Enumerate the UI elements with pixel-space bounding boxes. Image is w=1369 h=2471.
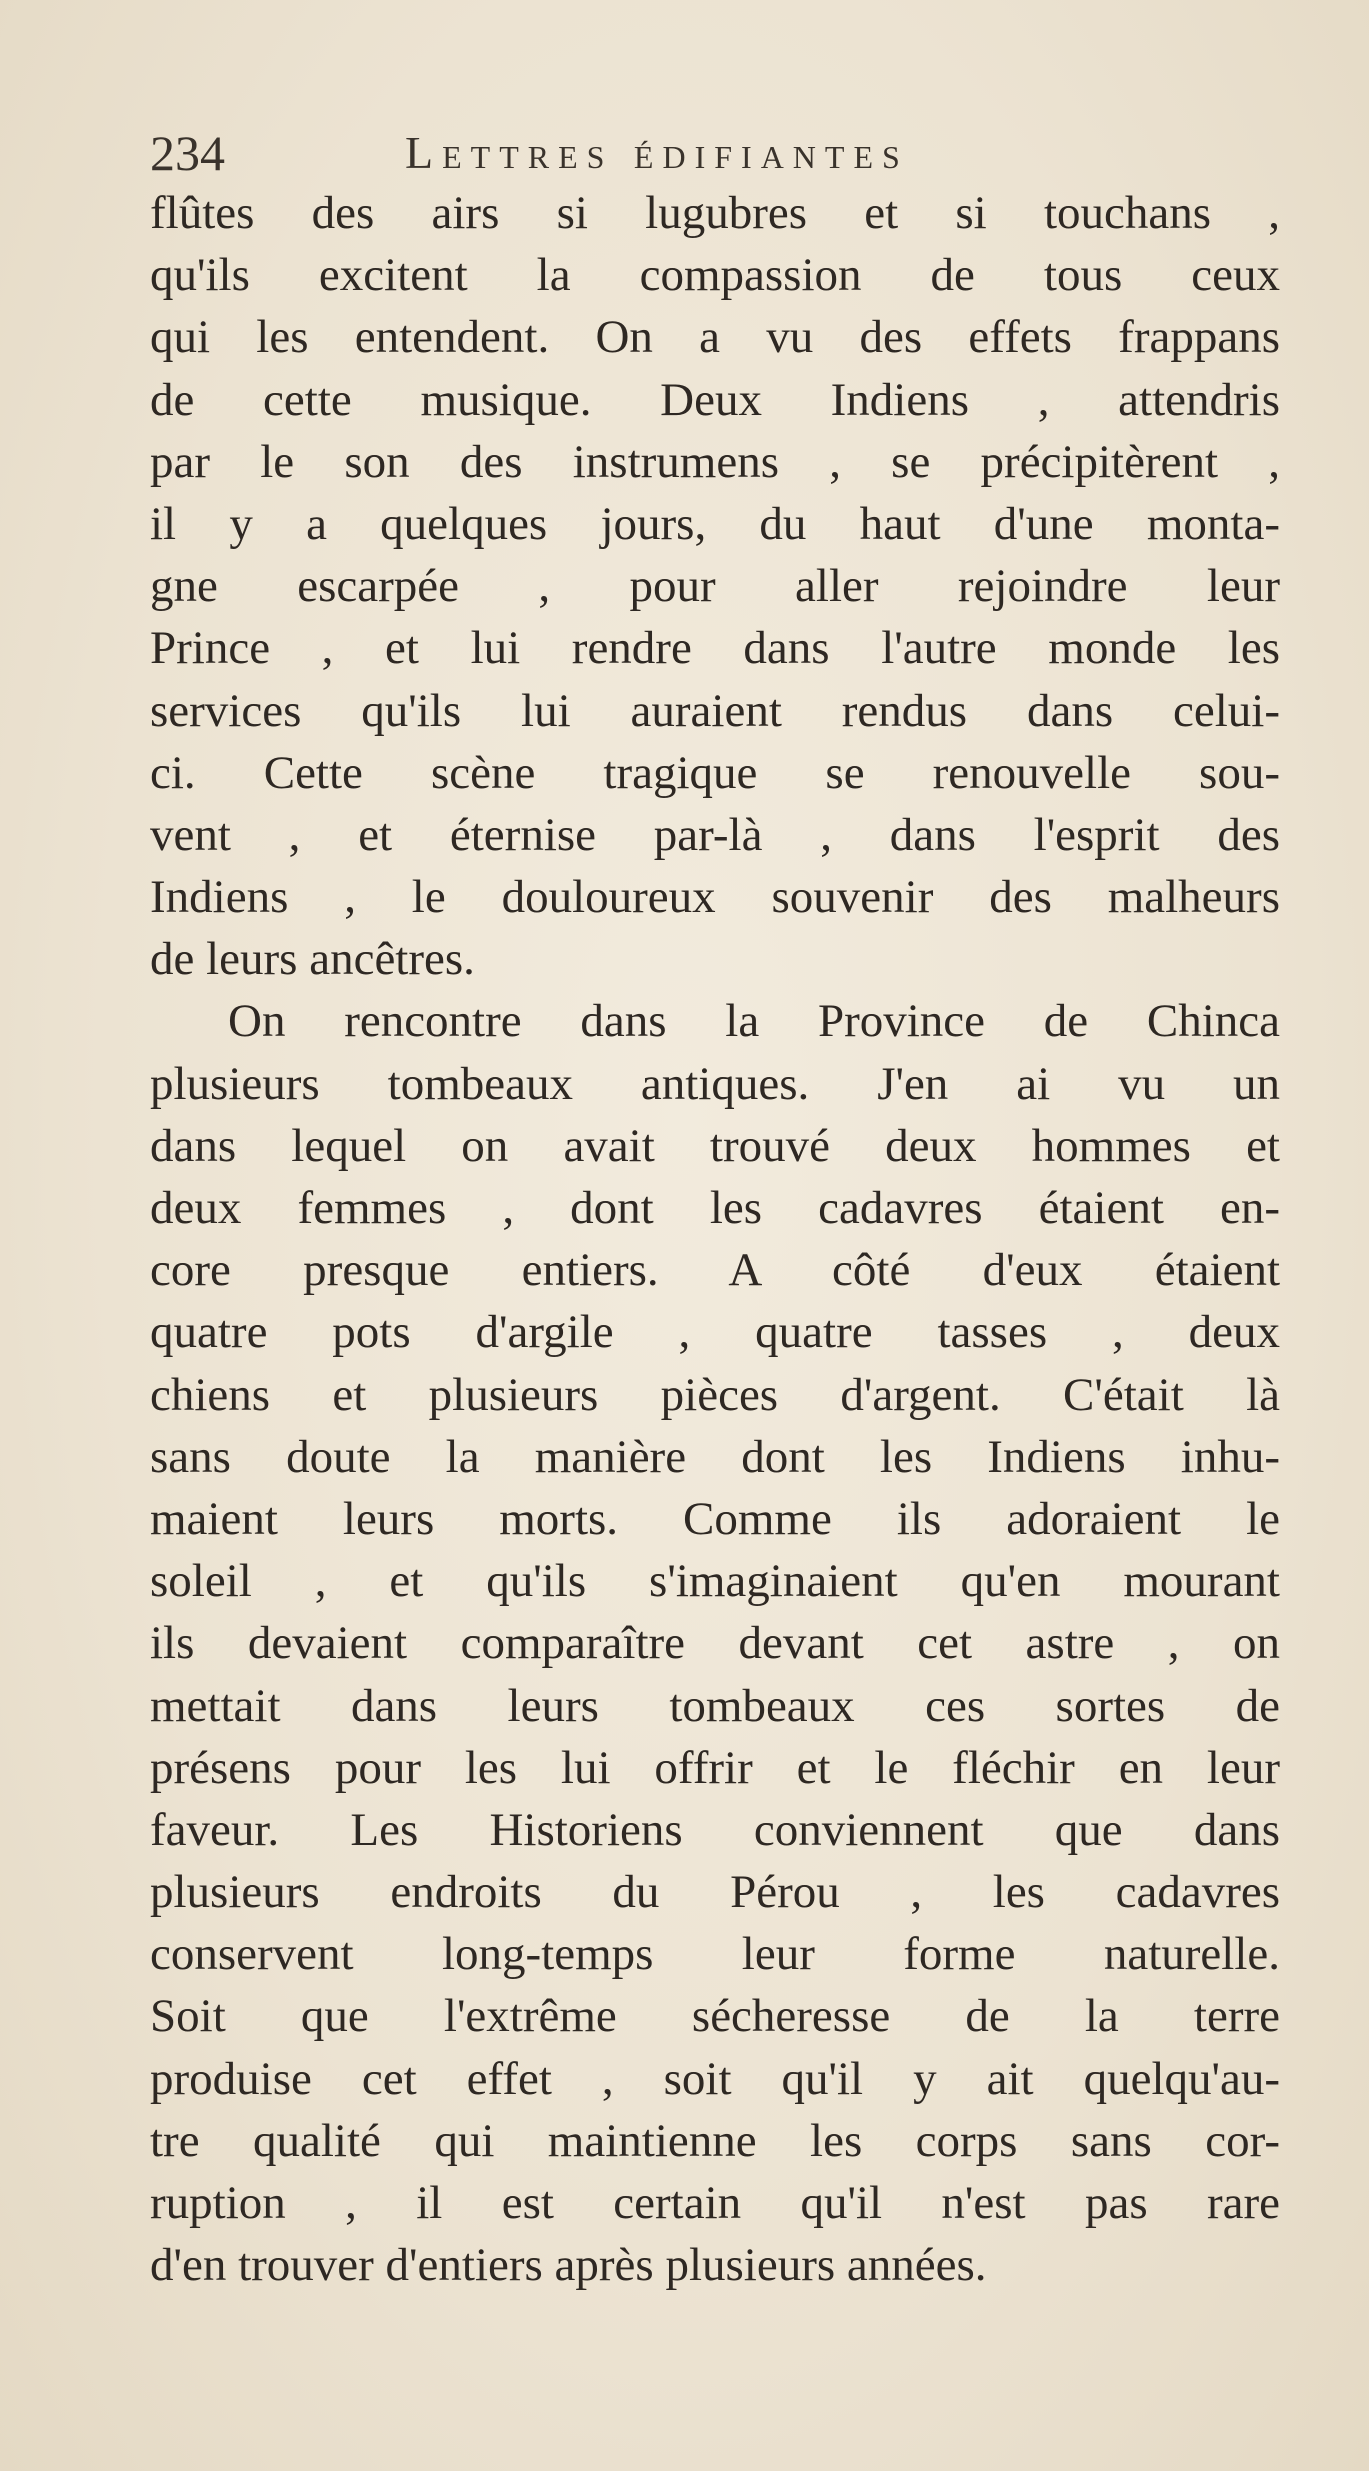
text-line: Prince , et lui rendre dans l'autre monde les <box>150 622 1280 675</box>
text-line: plusieurs endroits du Pérou , les cadavres <box>150 1866 1280 1919</box>
page-number: 234 <box>150 125 225 181</box>
text-line: Soit que l'extrême sécheresse de la terre <box>150 1990 1280 2043</box>
text-line: chiens et plusieurs pièces d'argent. C'était là <box>150 1368 1280 1421</box>
text-line: sans doute la manière dont les Indiens inhu- <box>150 1430 1280 1483</box>
text-line: ruption , il est certain qu'il n'est pas rare <box>150 2177 1280 2229</box>
text-line: soleil , et qu'ils s'imaginaient qu'en mourant <box>150 1555 1280 1608</box>
text-line: ils devaient comparaître devant cet astre , on <box>150 1617 1280 1670</box>
text-line: maient leurs morts. Comme ils adoraient le <box>150 1492 1280 1545</box>
running-title: Lettres édifiantes <box>405 127 909 178</box>
text-line: qui les entendent. On a vu des effets frappans <box>150 311 1280 364</box>
text-line: tre qualité qui maintienne les corps sans cor- <box>150 2114 1280 2167</box>
text-line: il y a quelques jours, du haut d'une monta- <box>150 497 1280 550</box>
text-line: flûtes des airs si lugubres et si touchans , <box>150 187 1280 239</box>
text-line: conservent long-temps leur forme naturelle. <box>150 1928 1280 1981</box>
body-text <box>150 182 1280 2296</box>
running-head <box>150 118 1250 188</box>
text-line: qu'ils excitent la compassion de tous ceux <box>150 249 1280 302</box>
text-line: de cette musique. Deux Indiens , attendris <box>150 373 1280 426</box>
text-line: présens pour les lui offrir et le fléchir en leur <box>150 1741 1280 1794</box>
text-line: plusieurs tombeaux antiques. J'en ai vu un <box>150 1057 1280 1110</box>
text-line: faveur. Les Historiens conviennent que dans <box>150 1803 1280 1856</box>
text-line: gne escarpée , pour aller rejoindre leur <box>150 560 1280 613</box>
text-line: produise cet effet , soit qu'il y ait quelqu'au- <box>150 2052 1280 2105</box>
text-line: dans lequel on avait trouvé deux hommes et <box>150 1119 1280 1172</box>
text-line: ci. Cette scène tragique se renouvelle sou- <box>150 746 1280 799</box>
text-line: services qu'ils lui auraient rendus dans celui- <box>150 684 1280 737</box>
text-line: deux femmes , dont les cadavres étaient en- <box>150 1182 1280 1234</box>
text-line: de leurs ancêtres. <box>150 933 475 986</box>
text-line: d'en trouver d'entiers après plusieurs années. <box>150 2239 987 2292</box>
text-line: core presque entiers. A côté d'eux étaient <box>150 1244 1280 1297</box>
text-line: vent , et éternise par-là , dans l'esprit des <box>150 808 1280 861</box>
text-line: mettait dans leurs tombeaux ces sortes de <box>150 1679 1280 1732</box>
text-line: quatre pots d'argile , quatre tasses , deux <box>150 1306 1280 1359</box>
text-line: Indiens , le douloureux souvenir des malheurs <box>150 871 1280 924</box>
text-line: par le son des instrumens , se précipitèrent , <box>150 435 1280 488</box>
text-line: On rencontre dans la Province de Chinca <box>228 995 1280 1048</box>
